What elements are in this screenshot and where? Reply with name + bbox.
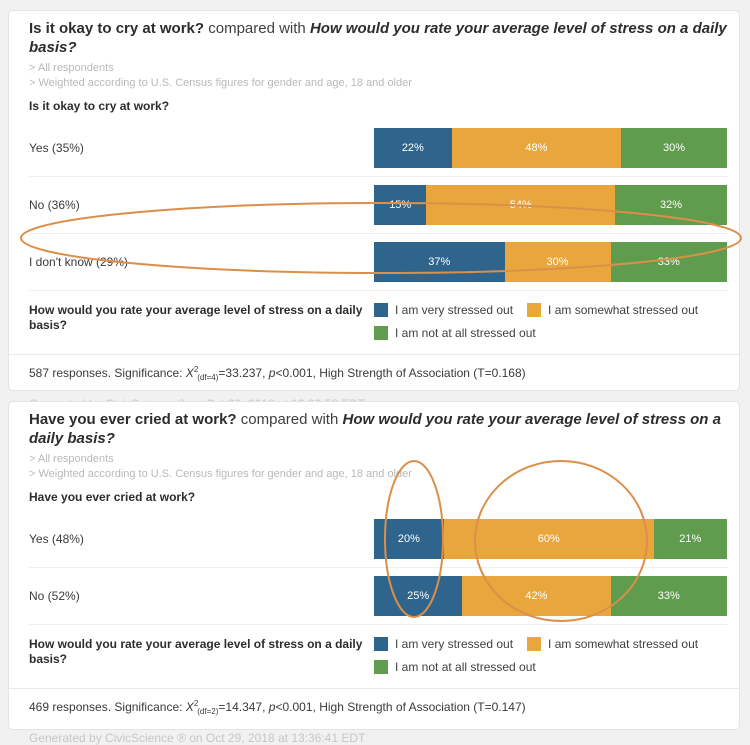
legend-swatch-icon [374, 326, 388, 340]
chi-df: (df=2) [197, 707, 219, 717]
chi-value: =33.237, [218, 366, 266, 380]
bar-segment: 22% [374, 128, 452, 168]
bar-segment: 33% [611, 242, 727, 282]
chart-title-comparison: How would you rate your average level of stress on a daily basis? [29, 411, 721, 447]
legend-item [527, 637, 698, 651]
bar-segment: 15% [374, 185, 426, 225]
bar-segment: 20% [374, 519, 444, 559]
legend-question: How would you rate your average level of stress on a daily basis? [29, 303, 363, 332]
bar-segment: 60% [444, 519, 654, 559]
bar-segment: 54% [426, 185, 615, 225]
chart-row [29, 511, 727, 568]
p-value: <0.001, [275, 700, 316, 714]
chart-title-connector: compared with [240, 411, 339, 428]
bar-chart [29, 120, 727, 291]
bar-segment: 33% [611, 576, 727, 616]
bar-segment: 48% [452, 128, 621, 168]
legend-block [29, 303, 727, 340]
bar-segment: 25% [374, 576, 462, 616]
p-symbol: p [268, 700, 276, 714]
legend-swatch-icon [374, 660, 388, 674]
significance-label: Significance: [114, 700, 183, 714]
legend-swatch-icon [527, 637, 541, 651]
chart-title-comparison: How would you rate your average level of stress on a daily basis? [29, 20, 727, 56]
responses-count: 587 responses. [29, 366, 112, 380]
legend-item [374, 303, 513, 317]
legend-block [29, 637, 727, 674]
chi-value: =14.347, [218, 700, 266, 714]
chart-row [29, 177, 727, 234]
legend-item [374, 326, 536, 340]
bar-segment: 30% [505, 242, 611, 282]
legend-swatch-icon [374, 637, 388, 651]
bar-segment: 37% [374, 242, 505, 282]
chart-title-question: Is it okay to cry at work? [29, 20, 205, 37]
divider [9, 688, 739, 689]
bar-chart [29, 511, 727, 625]
filter-line-weighting: > Weighted according to U.S. Census figures for gender and age, 18 and older [29, 468, 412, 480]
chart-title-connector: compared with [208, 20, 306, 37]
chart-row [29, 234, 727, 291]
bar-segment: 21% [654, 519, 727, 559]
legend-label: I am very stressed out [395, 637, 514, 651]
row-label: No (52%) [29, 589, 80, 603]
filter-line-respondents: > All respondents [29, 453, 114, 465]
row-label: Yes (48%) [29, 532, 84, 546]
chi-symbol: X [185, 366, 194, 380]
p-symbol: p [268, 366, 276, 380]
poll-card-cry-okay [8, 10, 740, 391]
stacked-bar [374, 242, 727, 282]
stats-line [29, 365, 727, 382]
legend-item [374, 660, 536, 674]
legend-item [374, 637, 513, 651]
responses-count: 469 responses. [29, 700, 112, 714]
chart-title [29, 410, 727, 448]
row-label: I don't know (29%) [29, 255, 129, 269]
association-strength: High Strength of Association (T=0.168) [319, 366, 526, 380]
divider [9, 354, 739, 355]
legend-label: I am not at all stressed out [395, 660, 536, 674]
section-header: Is it okay to cry at work? [29, 99, 170, 113]
legend-label: I am very stressed out [395, 303, 514, 317]
row-label: Yes (35%) [29, 141, 84, 155]
filter-line-weighting: > Weighted according to U.S. Census figures for gender and age, 18 and older [29, 77, 412, 89]
legend-items [374, 303, 727, 340]
stacked-bar [374, 576, 727, 616]
chart-row [29, 568, 727, 625]
stats-line [29, 699, 727, 716]
bar-segment: 32% [615, 185, 727, 225]
association-strength: High Strength of Association (T=0.147) [319, 700, 526, 714]
stacked-bar [374, 185, 727, 225]
section-header: Have you ever cried at work? [29, 490, 196, 504]
filter-line-respondents: > All respondents [29, 62, 114, 74]
chi-exponent: 2 [193, 365, 199, 374]
bar-segment: 30% [621, 128, 727, 168]
chart-row [29, 120, 727, 177]
legend-swatch-icon [527, 303, 541, 317]
stacked-bar [374, 519, 727, 559]
legend-swatch-icon [374, 303, 388, 317]
chi-exponent: 2 [193, 699, 199, 708]
row-label: No (36%) [29, 198, 80, 212]
chart-title-question: Have you ever cried at work? [29, 411, 237, 428]
poll-card-ever-cried [8, 401, 740, 745]
legend-label: I am somewhat stressed out [548, 637, 699, 651]
generated-by-line: Generated by CivicScience ® on Oct 29, 2018 at 13:36:41 EDT [29, 731, 366, 745]
chi-symbol: X [185, 700, 194, 714]
legend-items [374, 637, 727, 674]
legend-question: How would you rate your average level of stress on a daily basis? [29, 637, 363, 666]
chi-df: (df=4) [197, 373, 219, 383]
bar-segment: 42% [462, 576, 610, 616]
legend-item [527, 303, 698, 317]
legend-label: I am somewhat stressed out [548, 303, 699, 317]
significance-label: Significance: [114, 366, 183, 380]
p-value: <0.001, [275, 366, 316, 380]
stacked-bar [374, 128, 727, 168]
legend-label: I am not at all stressed out [395, 326, 536, 340]
chart-title [29, 19, 727, 57]
